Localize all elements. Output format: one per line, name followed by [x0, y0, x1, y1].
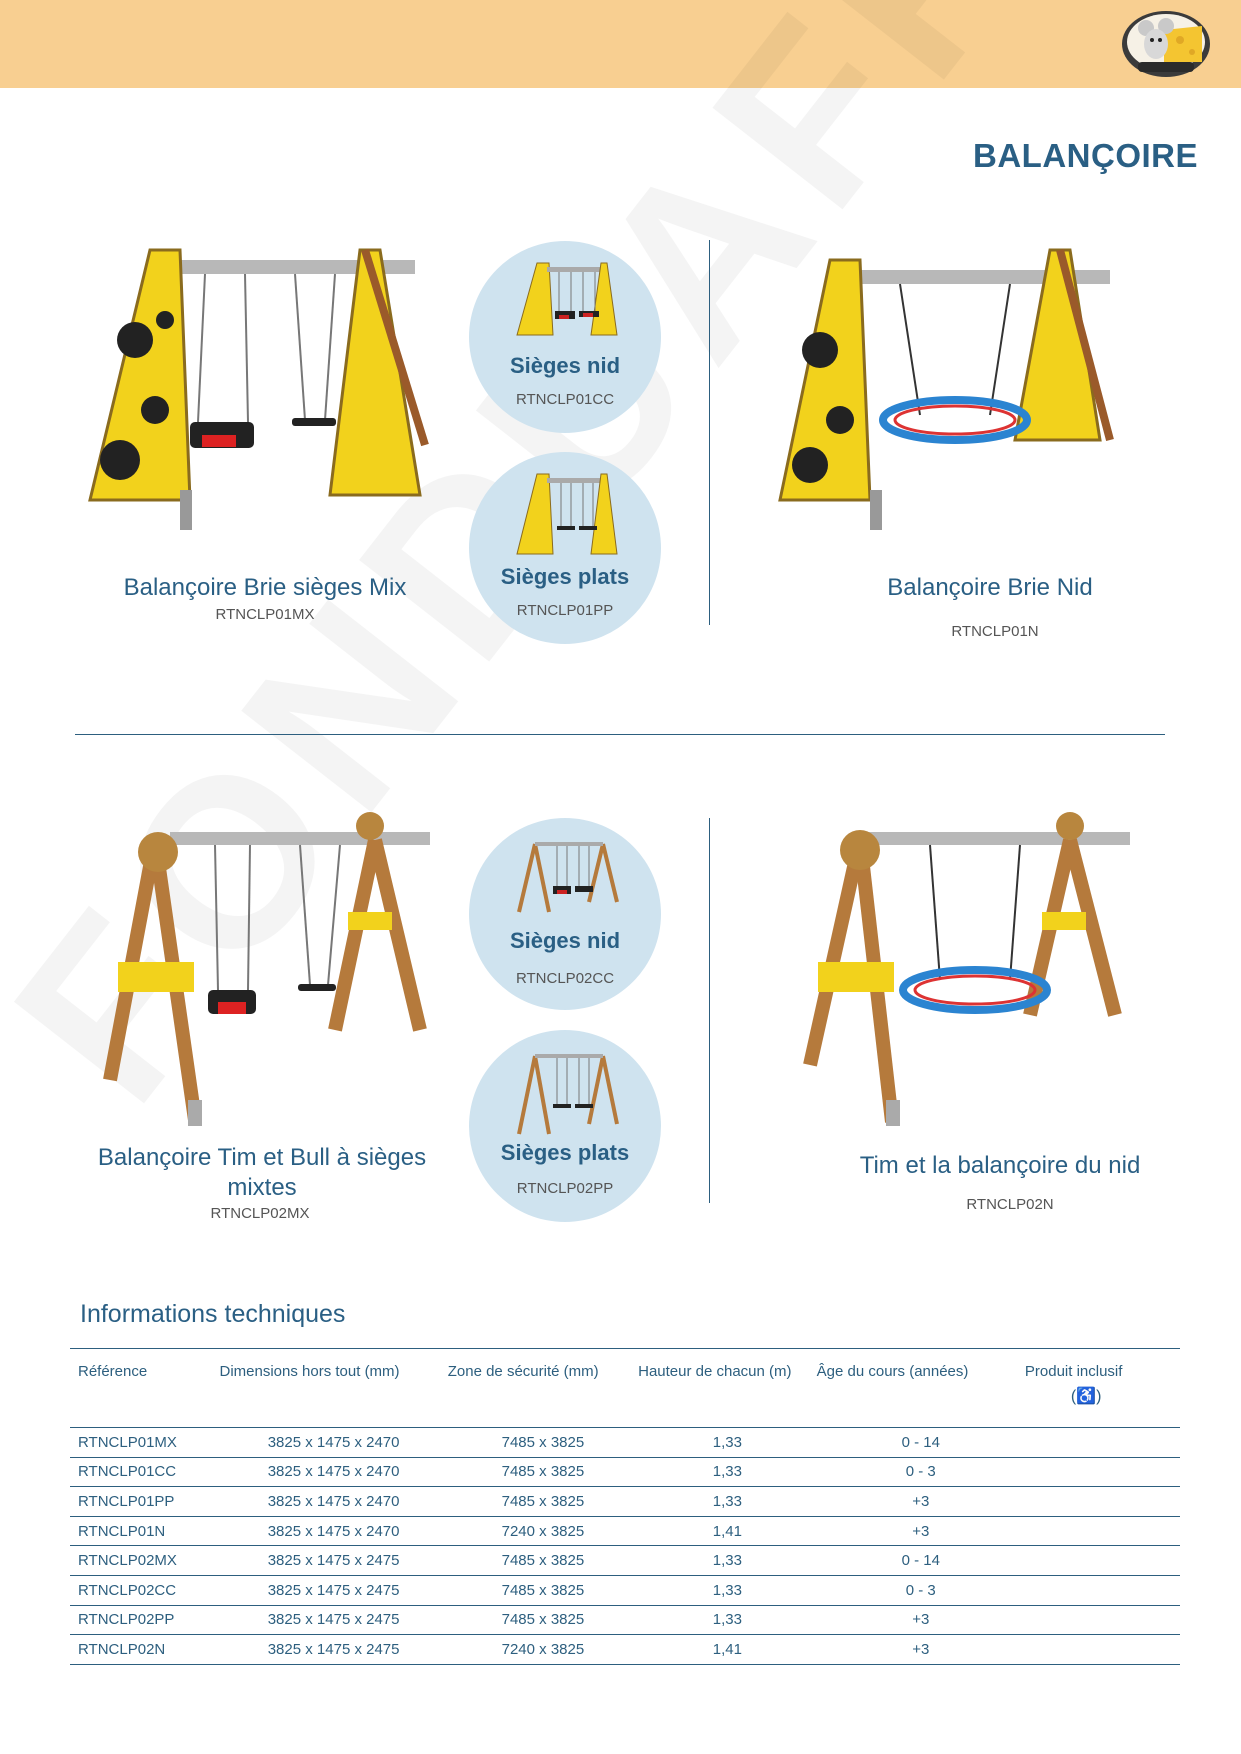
table-row [70, 1516, 1180, 1546]
tech-spec-table [70, 1348, 1180, 1665]
cell-safety-zone: 7240 x 3825 [448, 1516, 638, 1546]
page-title: BALANÇOIRE [973, 137, 1198, 174]
product-ref: RTNCLP02MX [210, 1205, 310, 1222]
col-header-inclusive-label: Produit inclusif [1024, 1363, 1123, 1380]
cell-age: 0 - 14 [817, 1428, 1025, 1458]
product-image-brie-nest [770, 230, 1130, 565]
cell-dimensions: 3825 x 1475 x 2470 [220, 1457, 448, 1487]
cell-dimensions: 3825 x 1475 x 2475 [220, 1605, 448, 1635]
table-row [70, 1575, 1180, 1605]
product-ref: RTNCLP02N [966, 1196, 1054, 1213]
cell-dimensions: 3825 x 1475 x 2475 [220, 1546, 448, 1576]
cell-age: +3 [817, 1605, 1025, 1635]
cell-safety-zone: 7485 x 3825 [448, 1457, 638, 1487]
table-row [70, 1635, 1180, 1665]
cell-inclusive [1025, 1546, 1180, 1576]
cell-reference: RTNCLP01CC [70, 1457, 220, 1487]
col-header-age: Âge du cours (années) [817, 1349, 1025, 1428]
cell-inclusive [1025, 1487, 1180, 1517]
table-row [70, 1487, 1180, 1517]
table-row [70, 1457, 1180, 1487]
product-image-brie-mix [80, 230, 440, 565]
cell-age: +3 [817, 1487, 1025, 1517]
product-image-tim-bull-mix [80, 800, 440, 1135]
variant-circle-nest-seats [469, 818, 661, 1010]
cell-age: 0 - 14 [817, 1546, 1025, 1576]
cell-height: 1,33 [638, 1487, 817, 1517]
cell-dimensions: 3825 x 1475 x 2470 [220, 1487, 448, 1517]
cell-reference: RTNCLP02CC [70, 1575, 220, 1605]
cell-height: 1,33 [638, 1575, 817, 1605]
cell-reference: RTNCLP02PP [70, 1605, 220, 1635]
variant-ref: RTNCLP02CC [515, 970, 615, 987]
cell-reference: RTNCLP02MX [70, 1546, 220, 1576]
col-header-safety-zone: Zone de sécurité (mm) [448, 1349, 638, 1428]
product-title: Balançoire Brie sièges Mix [123, 574, 407, 601]
table-header-row [70, 1349, 1180, 1428]
cell-age: 0 - 3 [817, 1457, 1025, 1487]
wheelchair-icon: (♿) [1070, 1388, 1102, 1405]
cell-inclusive [1025, 1575, 1180, 1605]
cell-height: 1,33 [638, 1428, 817, 1458]
cell-inclusive [1025, 1635, 1180, 1665]
cell-reference: RTNCLP02N [70, 1635, 220, 1665]
product-ref: RTNCLP01MX [215, 606, 315, 623]
cell-reference: RTNCLP01N [70, 1516, 220, 1546]
cell-age: +3 [817, 1635, 1025, 1665]
cell-safety-zone: 7485 x 3825 [448, 1575, 638, 1605]
cell-height: 1,33 [638, 1605, 817, 1635]
table-row [70, 1428, 1180, 1458]
variant-circle-flat-seats [469, 452, 661, 644]
product-ref: RTNCLP01N [951, 623, 1039, 640]
col-header-height: Hauteur de chacun (m) [638, 1349, 817, 1428]
variant-ref: RTNCLP02PP [516, 1180, 614, 1197]
section-divider-vertical-2 [709, 818, 710, 1203]
cell-safety-zone: 7485 x 3825 [448, 1487, 638, 1517]
col-header-dimensions: Dimensions hors tout (mm) [220, 1349, 448, 1428]
cell-age: +3 [817, 1516, 1025, 1546]
cell-reference: RTNCLP01MX [70, 1428, 220, 1458]
cell-dimensions: 3825 x 1475 x 2470 [220, 1516, 448, 1546]
cell-inclusive [1025, 1605, 1180, 1635]
variant-label: Sièges plats [500, 1140, 630, 1165]
cell-height: 1,41 [638, 1516, 817, 1546]
variant-label: Sièges nid [509, 353, 621, 378]
cell-height: 1,33 [638, 1457, 817, 1487]
product-title: Balançoire Brie Nid [887, 574, 1093, 601]
cell-safety-zone: 7485 x 3825 [448, 1605, 638, 1635]
variant-ref: RTNCLP01CC [515, 391, 615, 408]
header-band [0, 0, 1241, 88]
cell-inclusive [1025, 1457, 1180, 1487]
product-image-tim-nest [780, 800, 1140, 1135]
variant-ref: RTNCLP01PP [516, 602, 614, 619]
section-divider-vertical-1 [709, 240, 710, 625]
col-header-reference: Référence [70, 1349, 220, 1428]
cell-dimensions: 3825 x 1475 x 2470 [220, 1428, 448, 1458]
cell-safety-zone: 7485 x 3825 [448, 1546, 638, 1576]
cell-safety-zone: 7240 x 3825 [448, 1635, 638, 1665]
cell-height: 1,41 [638, 1635, 817, 1665]
cell-reference: RTNCLP01PP [70, 1487, 220, 1517]
villa-raton-logo [1120, 8, 1212, 78]
cell-inclusive [1025, 1516, 1180, 1546]
product-title: Balançoire Tim et Bull à sièges mixtes [97, 1144, 427, 1201]
cell-dimensions: 3825 x 1475 x 2475 [220, 1635, 448, 1665]
tech-info-title: Informations techniques [80, 1300, 346, 1328]
cell-height: 1,33 [638, 1546, 817, 1576]
section-divider-horizontal [75, 734, 1165, 735]
variant-circle-nest-seats [469, 241, 661, 433]
table-row [70, 1605, 1180, 1635]
cell-inclusive [1025, 1428, 1180, 1458]
col-header-inclusive [1025, 1349, 1180, 1428]
variant-label: Sièges nid [509, 928, 621, 953]
cell-age: 0 - 3 [817, 1575, 1025, 1605]
table-row [70, 1546, 1180, 1576]
cell-safety-zone: 7485 x 3825 [448, 1428, 638, 1458]
variant-label: Sièges plats [500, 564, 630, 589]
variant-circle-flat-seats [469, 1030, 661, 1222]
cell-dimensions: 3825 x 1475 x 2475 [220, 1575, 448, 1605]
product-title: Tim et la balançoire du nid [859, 1152, 1141, 1179]
